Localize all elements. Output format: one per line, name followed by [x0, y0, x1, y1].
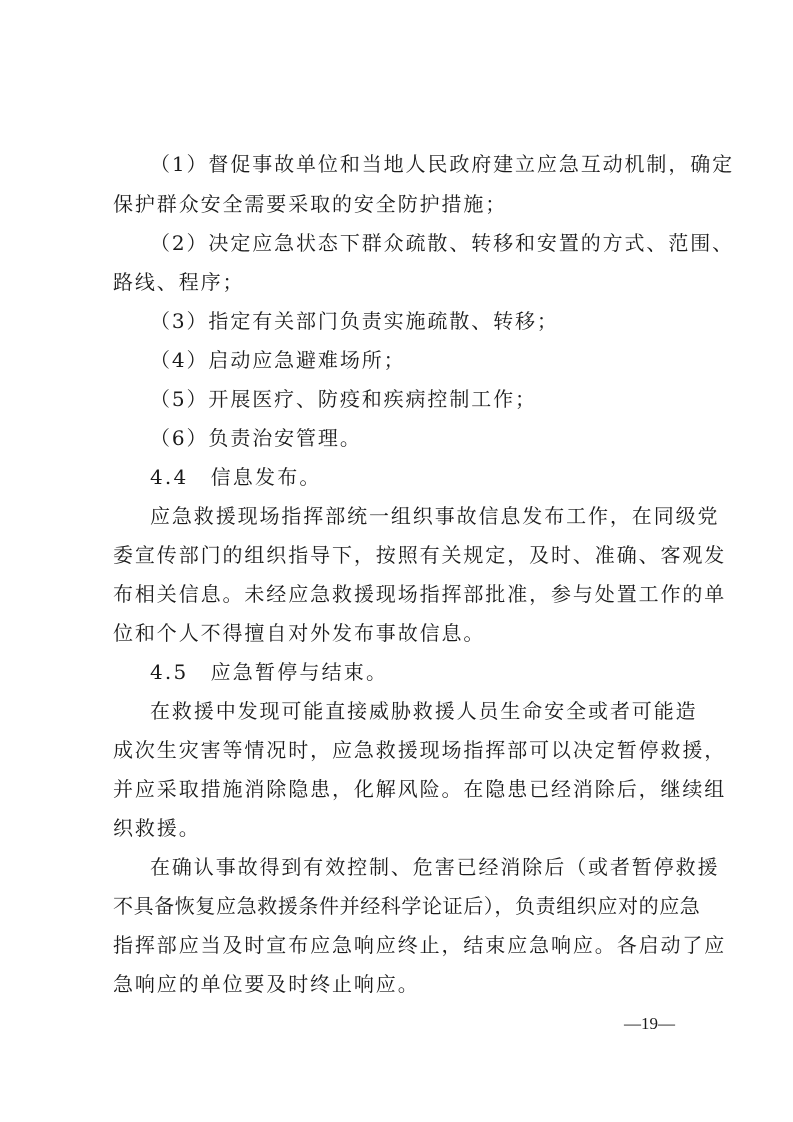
item-6: （6）负责治安管理。 — [150, 426, 362, 450]
section-4-5-para1-line-1: 在救援中发现可能直接威胁救援人员生命安全或者可能造 — [150, 699, 698, 723]
section-4-5-para1-line-3: 并应采取措施消除隐患，化解风险。在隐患已经消除后，继续组 — [113, 777, 727, 801]
section-4-4-para-line-1: 应急救援现场指挥部统一组织事故信息发布工作，在同级党 — [150, 504, 720, 528]
section-4-4-para-line-4: 位和个人不得擅自对外发布事故信息。 — [113, 621, 486, 645]
item-5: （5）开展医疗、防疫和疾病控制工作； — [150, 387, 537, 411]
section-4-5-para2-line-3: 指挥部应当及时宣布应急响应终止，结束应急响应。各启动了应 — [113, 933, 727, 957]
item-4: （4）启动应急避难场所； — [150, 348, 406, 372]
section-4-5-para2-line-2: 不具备恢复应急救援条件并经科学论证后），负责组织应对的应急 — [113, 894, 701, 918]
item-1-line-2: 保护群众安全需要采取的安全防护措施； — [113, 192, 508, 216]
section-4-5-para1-line-2: 成次生灾害等情况时，应急救援现场指挥部可以决定暂停救援， — [113, 738, 727, 762]
section-4-4-para-line-3: 布相关信息。未经应急救援现场指挥部批准，参与处置工作的单 — [113, 582, 727, 606]
section-4-4-para-line-2: 委宣传部门的组织指导下，按照有关规定，及时、准确、客观发 — [113, 543, 727, 567]
item-2-line-1: （2）决定应急状态下群众疏散、转移和安置的方式、范围、 — [150, 231, 735, 255]
section-4-5-para2-line-4: 急响应的单位要及时终止响应。 — [113, 972, 420, 996]
section-4-5-heading: 4.5 应急暂停与结束。 — [150, 660, 389, 684]
section-4-5-para2-line-1: 在确认事故得到有效控制、危害已经消除后（或者暂停救援 — [150, 855, 720, 879]
page-number: —19— — [624, 1014, 675, 1033]
item-1-line-1: （1）督促事故单位和当地人民政府建立应急互动机制，确定 — [150, 152, 735, 176]
item-3: （3）指定有关部门负责实施疏散、转移； — [150, 309, 559, 333]
section-4-4-heading: 4.4 信息发布。 — [150, 465, 322, 489]
item-2-line-2: 路线、程序； — [113, 270, 245, 294]
section-4-5-para1-line-4: 织救援。 — [113, 816, 201, 840]
